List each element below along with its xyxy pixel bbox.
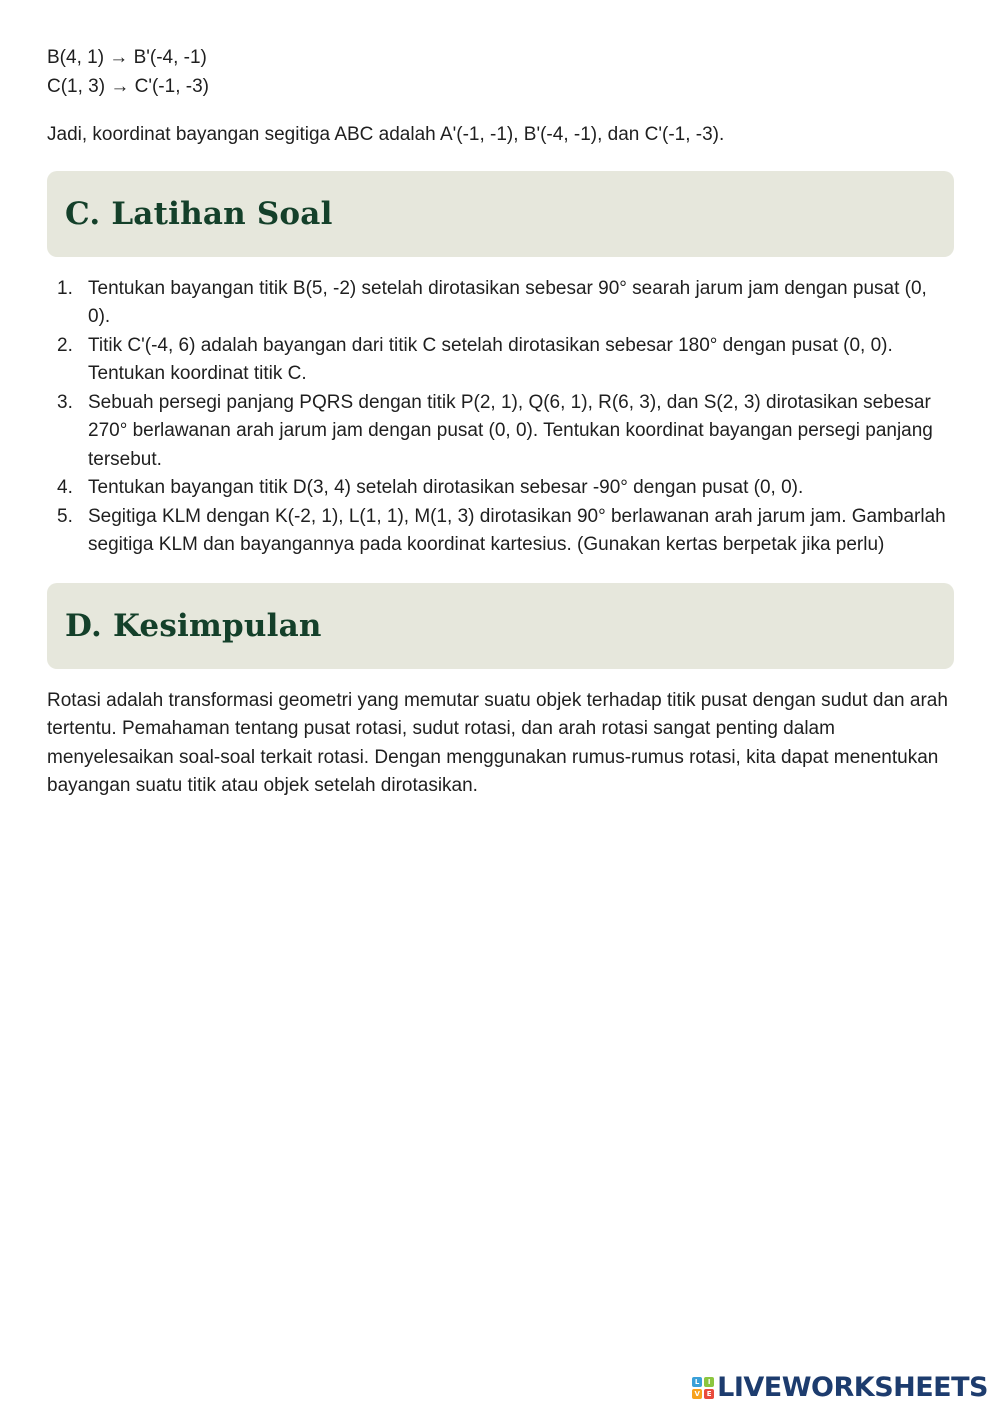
exercise-item (47, 503, 954, 560)
logo-tile-i: I (704, 1377, 714, 1387)
liveworksheets-logo[interactable] (692, 1372, 988, 1403)
exercise-number: 1. (57, 277, 73, 299)
exercise-item (47, 474, 954, 503)
exercise-text: Tentukan bayangan titik D(3, 4) setelah dirotasikan sebesar -90° dengan pusat (0, 0). (88, 477, 804, 498)
section-c-title: C. Latihan Soal (65, 195, 333, 232)
exercise-item (47, 389, 954, 475)
exercise-number: 2. (57, 334, 73, 356)
logo-tile-v: V (692, 1389, 702, 1399)
section-d-title: D. Kesimpulan (65, 607, 322, 644)
exercise-text: Titik C'(-4, 6) adalah bayangan dari titik C setelah dirotasikan sebesar 180° dengan pusat (0, 0). Tentukan koordinat titik C. (88, 334, 893, 384)
exercise-list (47, 275, 954, 560)
example-line-c: C(1, 3) → C'(-1, -3) (47, 75, 209, 97)
exercise-text: Sebuah persegi panjang PQRS dengan titik P(2, 1), Q(6, 1), R(6, 3), dan S(2, 3) dirotasikan sebesar 270° berlawanan arah jarum jam dengan pusat (0, 0). Tentukan koordinat bayangan persegi panjang tersebut. (88, 391, 933, 470)
logo-tile-e: E (704, 1389, 714, 1399)
exercise-number: 5. (57, 505, 73, 527)
worksheet-page (47, 44, 954, 801)
example-line-b: B(4, 1) → B'(-4, -1) (47, 47, 207, 68)
exercise-number: 4. (57, 477, 73, 498)
section-c-header (47, 171, 954, 257)
exercise-text: Segitiga KLM dengan K(-2, 1), L(1, 1), M(1, 3) dirotasikan 90° berlawanan arah jarum jam. Gambarlah segitiga KLM dan bayangannya pada koordinat kartesius. (Gunakan kertas berpetak jika perlu) (88, 505, 946, 555)
exercise-item (47, 275, 954, 332)
logo-text: LIVEWORKSHEETS (717, 1372, 988, 1403)
exercise-number: 3. (57, 391, 73, 413)
exercise-text: Tentukan bayangan titik B(5, -2) setelah dirotasikan sebesar 90° searah jarum jam dengan pusat (0, 0). (88, 277, 927, 327)
logo-tile-l: L (692, 1377, 702, 1387)
liveworksheets-logo-icon (692, 1377, 714, 1399)
conclusion-text: Rotasi adalah transformasi geometri yang memutar suatu objek terhadap titik pusat dengan sudut dan arah tertentu. Pemahaman tentang pusat rotasi, sudut rotasi, dan arah rotasi sangat penting dalam menyelesaikan soal-soal terkait rotasi. Dengan menggunakan rumus-rumus rotasi, kita dapat menentukan bayangan suatu titik atau objek setelah dirotasikan. (47, 689, 948, 796)
section-d-header (47, 583, 954, 669)
exercise-item (47, 332, 954, 389)
example-conclusion: Jadi, koordinat bayangan segitiga ABC adalah A'(-1, -1), B'(-4, -1), dan C'(-1, -3). (47, 124, 725, 145)
